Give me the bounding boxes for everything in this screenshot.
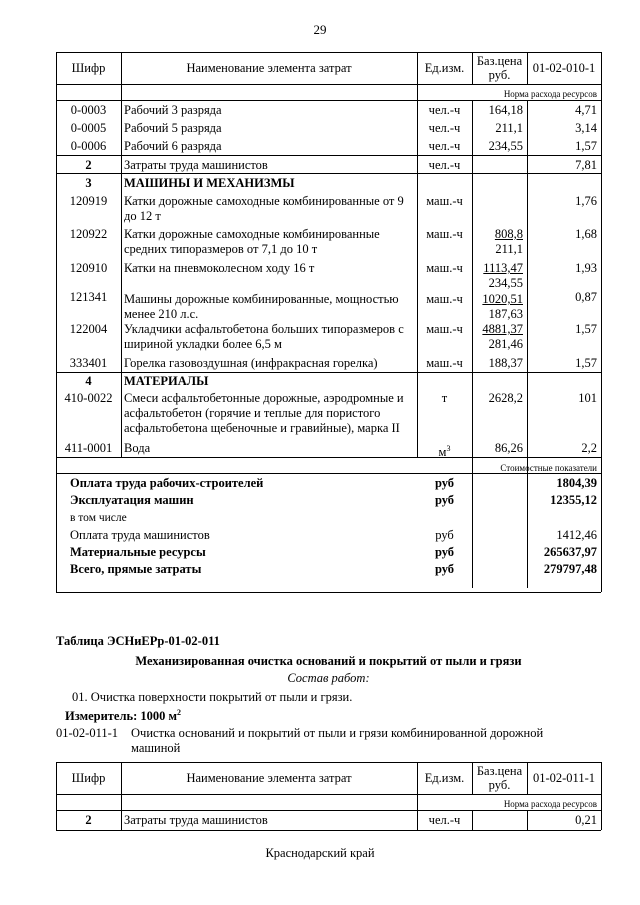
row-unit: чел.-ч [428, 121, 461, 135]
header-base-price: Баз.цена руб. [476, 54, 523, 82]
row-name: Затраты труда машинистов [124, 158, 268, 172]
row-norm: 1,76 [575, 194, 597, 208]
row-divider [56, 100, 601, 101]
row-unit: чел.-ч [428, 813, 461, 827]
row-norm: 4,71 [575, 103, 597, 117]
row-name-cont: до 12 т [124, 209, 161, 223]
row-price-labor: 211,1 [495, 242, 523, 256]
row-code: 2 [85, 158, 92, 172]
norm-caption: Норма расхода ресурсов [503, 799, 597, 809]
header-base-price: Баз.цена руб. [476, 764, 523, 792]
row-divider [56, 473, 601, 474]
header-code: Шифр [71, 771, 106, 785]
row-code: 2 [85, 813, 92, 827]
row-divider [56, 173, 601, 174]
row-name-cont: шириной укладки более 6,5 м [124, 337, 282, 351]
row-code: 410-0022 [64, 391, 113, 405]
row-price: 234,55 [488, 139, 523, 153]
total-value: 1804,39 [556, 476, 597, 490]
section-title: МАШИНЫ И МЕХАНИЗМЫ [124, 176, 295, 190]
table-border-bottom [56, 830, 601, 831]
table-border-top [56, 762, 601, 763]
row-unit: т [441, 391, 448, 405]
total-label: Материальные ресурсы [70, 545, 206, 559]
header-unit: Ед.изм. [424, 61, 465, 75]
header-code-ref: 01-02-010-1 [532, 61, 596, 75]
row-norm: 1,68 [575, 227, 597, 241]
row-unit: чел.-ч [428, 103, 461, 117]
row-name: Рабочий 3 разряда [124, 103, 222, 117]
row-code: 0-0005 [70, 121, 107, 135]
row-code: 121341 [69, 290, 108, 304]
item-description: Очистка оснований и покрытий от пыли и грязи комбинированной дорожной [131, 726, 544, 740]
norm-caption: Норма расхода ресурсов [503, 89, 597, 99]
row-unit: маш.-ч [426, 292, 463, 306]
row-unit: маш.-ч [426, 322, 463, 336]
total-label: Всего, прямые затраты [70, 562, 202, 576]
row-price: 2628,2 [488, 391, 523, 405]
column-divider [472, 810, 473, 830]
cost-caption: Стоимостные показатели [500, 463, 597, 473]
total-unit: руб [434, 493, 455, 507]
work-composition-title: Состав работ: [287, 671, 370, 685]
header-name: Наименование элемента затрат [186, 771, 352, 785]
section-title: МАТЕРИАЛЫ [124, 374, 209, 388]
total-value: 1412,46 [556, 528, 597, 542]
row-price: 4881,37 [482, 322, 523, 336]
item-description-cont: машиной [131, 741, 181, 755]
table-border-top [56, 52, 601, 53]
row-name: Машины дорожные комбинированные, мощностью [124, 292, 399, 306]
row-name: Катки на пневмоколесном ходу 16 т [124, 261, 315, 275]
total-label: в том числе [70, 512, 127, 524]
section-heading: Механизированная очистка оснований и покрытий от пыли и грязи [135, 654, 522, 668]
row-norm: 1,93 [575, 261, 597, 275]
row-unit: маш.-ч [426, 227, 463, 241]
row-name: Горелка газовоздушная (инфракрасная горелка) [124, 356, 378, 370]
row-divider [56, 810, 601, 811]
row-unit: чел.-ч [428, 139, 461, 153]
total-value: 12355,12 [550, 493, 597, 507]
resource-table-2 [56, 762, 601, 830]
row-price-labor: 281,46 [488, 337, 523, 351]
row-code: 120919 [69, 194, 108, 208]
total-unit: руб [434, 562, 455, 576]
row-code: 411-0001 [64, 441, 113, 455]
row-norm: 7,81 [575, 158, 597, 172]
meter-label: Измеритель: 1000 $м^2$ [65, 708, 182, 724]
header-name: Наименование элемента затрат [186, 61, 352, 75]
total-label: Эксплуатация машин [70, 493, 194, 507]
row-divider [56, 794, 601, 795]
row-price: 1020,51 [482, 292, 523, 306]
row-divider [56, 155, 601, 156]
row-code: 333401 [69, 356, 108, 370]
header-code: Шифр [71, 61, 106, 75]
row-unit: маш.-ч [426, 194, 463, 208]
row-price: 188,37 [488, 356, 523, 370]
row-name: Вода [124, 441, 151, 455]
row-norm: 0,21 [575, 813, 597, 827]
row-name: Рабочий 5 разряда [124, 121, 222, 135]
table-border-right [601, 762, 602, 830]
row-norm: 1,57 [575, 322, 597, 336]
row-name-cont: менее 210 л.с. [124, 307, 199, 321]
row-name-cont: асфальтобетона щебеночные и гравийные), марка II [124, 421, 400, 435]
row-norm: 3,14 [575, 121, 597, 135]
row-price-labor: 187,63 [488, 307, 523, 321]
table-border-bottom [56, 592, 601, 593]
row-unit: $м^3$ [438, 444, 451, 460]
section-code: 4 [85, 374, 92, 388]
footer-region: Краснодарский край [265, 846, 375, 860]
row-norm: 101 [578, 391, 597, 405]
row-unit: чел.-ч [428, 158, 461, 172]
total-label: Оплата труда рабочих-строителей [70, 476, 264, 490]
table-border-right [601, 52, 602, 592]
resource-table [56, 52, 601, 592]
total-unit: руб [434, 476, 455, 490]
total-value: 265637,97 [543, 545, 597, 559]
row-norm: 2,2 [581, 441, 597, 455]
row-unit: маш.-ч [426, 261, 463, 275]
header-unit: Ед.изм. [424, 771, 465, 785]
row-price: 808,8 [494, 227, 523, 241]
row-price: 1113,47 [483, 261, 523, 275]
row-name: Рабочий 6 разряда [124, 139, 222, 153]
row-code: 122004 [69, 322, 108, 336]
column-divider [121, 52, 122, 457]
row-code: 120910 [69, 261, 108, 275]
row-divider [56, 372, 601, 373]
row-name-cont: асфальтобетон (горячие и теплые для пористого [124, 406, 381, 420]
row-name: Укладчики асфальтобетона больших типоразмеров с [124, 322, 404, 336]
row-norm: 1,57 [575, 356, 597, 370]
row-price: 164,18 [488, 103, 523, 117]
row-name: Затраты труда машинистов [124, 813, 268, 827]
row-price: 86,26 [494, 441, 523, 455]
row-name: Катки дорожные самоходные комбинированные [124, 227, 380, 241]
row-unit: маш.-ч [426, 356, 463, 370]
work-item: 01. Очистка поверхности покрытий от пыли и грязи. [72, 690, 353, 704]
row-code: 120922 [69, 227, 108, 241]
total-unit: руб [435, 528, 454, 542]
row-price-labor: 234,55 [488, 276, 523, 290]
row-divider [56, 84, 601, 85]
row-name: Смеси асфальтобетонные дорожные, аэродромные и [124, 391, 404, 405]
item-code: 01-02-011-1 [56, 726, 119, 740]
total-value: 279797,48 [543, 562, 597, 576]
page-number: 29 [313, 22, 327, 37]
total-unit: руб [434, 545, 455, 559]
row-divider [56, 457, 601, 458]
row-code: 0-0006 [70, 139, 107, 153]
total-label: Оплата труда машинистов [70, 528, 210, 542]
row-name-cont: средних типоразмеров от 7,1 до 10 т [124, 242, 318, 256]
table-title: Таблица ЭСНиЕРр-01-02-011 [56, 634, 220, 648]
header-code-ref: 01-02-011-1 [532, 771, 596, 785]
row-norm: 0,87 [575, 290, 597, 304]
row-norm: 1,57 [575, 139, 597, 153]
row-price: 211,1 [495, 121, 523, 135]
row-name: Катки дорожные самоходные комбинированные от 9 [124, 194, 404, 208]
section-code: 3 [85, 176, 92, 190]
row-code: 0-0003 [70, 103, 107, 117]
